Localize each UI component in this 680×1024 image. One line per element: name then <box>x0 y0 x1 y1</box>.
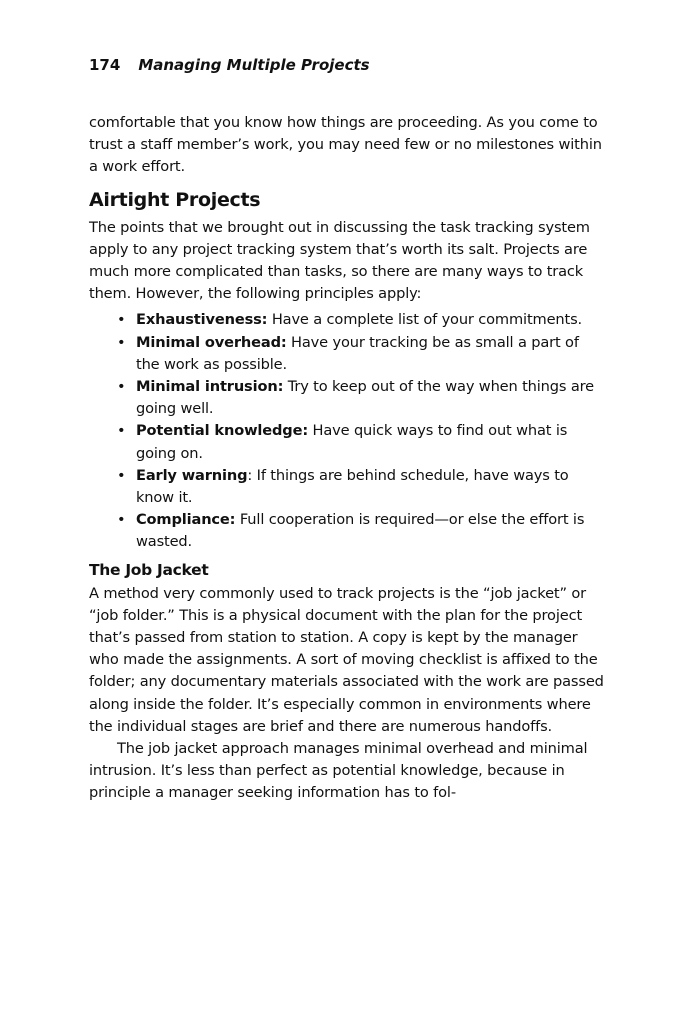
bullet-icon: • <box>117 466 126 484</box>
list-item <box>117 332 605 376</box>
bullet-icon: • <box>117 511 126 529</box>
list-item <box>117 376 605 420</box>
bullet-icon: • <box>117 333 126 351</box>
list-item <box>117 420 605 464</box>
bullet-icon: • <box>117 378 126 396</box>
subsection-paragraph-1: A method very commonly used to track projects is the “job jacket” or “job folder.” This is a physical document with the plan for the project that’s passed from station to station. A copy is kept by the manager who made the assignments. A sort of moving checklist is affixed to the folder; any documentary materials associated with the work are passed along inside the folder. It’s especially common in environments where the individual stages are brief and there are numerous handoffs. <box>89 584 604 735</box>
running-title: Managing Multiple Projects <box>138 56 370 74</box>
principle-term: Minimal overhead: <box>136 333 287 351</box>
principle-text: Have a complete list of your commitments. <box>267 311 583 329</box>
principle-text: : If things are behind schedule, have ways to know it. <box>136 466 569 507</box>
bullet-icon: • <box>117 422 126 440</box>
list-item <box>117 309 605 331</box>
intro-paragraph: comfortable that you know how things are proceeding. As you come to trust a staff member’s work, you may need few or no milestones within a work effort. <box>89 114 602 176</box>
list-item <box>117 509 605 553</box>
section-heading: Airtight Projects <box>89 188 261 211</box>
list-item <box>117 465 605 509</box>
principles-list <box>89 309 605 553</box>
principle-term: Exhaustiveness: <box>136 311 268 329</box>
principle-term: Compliance: <box>136 511 236 529</box>
running-head <box>89 54 605 76</box>
principle-text: Full cooperation is required—or else the effort is wasted. <box>136 511 585 551</box>
page-number: 174 <box>89 56 121 74</box>
subsection-paragraph-2: The job jacket approach manages minimal overhead and minimal intrusion. It’s less than perfect as potential knowledge, because in principle a manager seeking information has to fol- <box>89 740 588 802</box>
principle-term: Early warning <box>136 466 248 484</box>
bullet-icon: • <box>117 311 126 329</box>
subsection-heading: The Job Jacket <box>89 560 209 579</box>
principle-text: Have your tracking be as small a part of the work as possible. <box>136 333 579 373</box>
section-paragraph: The points that we brought out in discussing the task tracking system apply to any project tracking system that’s worth its salt. Projects are much more complicated than tasks, so there are many ways to track them. However, the following principles apply: <box>89 218 590 303</box>
book-page <box>89 54 605 805</box>
principle-text: Have quick ways to find out what is going on. <box>136 422 568 462</box>
principle-text: Try to keep out of the way when things are going well. <box>136 378 594 418</box>
principle-term: Minimal intrusion: <box>136 378 284 396</box>
principle-term: Potential knowledge: <box>136 422 309 440</box>
